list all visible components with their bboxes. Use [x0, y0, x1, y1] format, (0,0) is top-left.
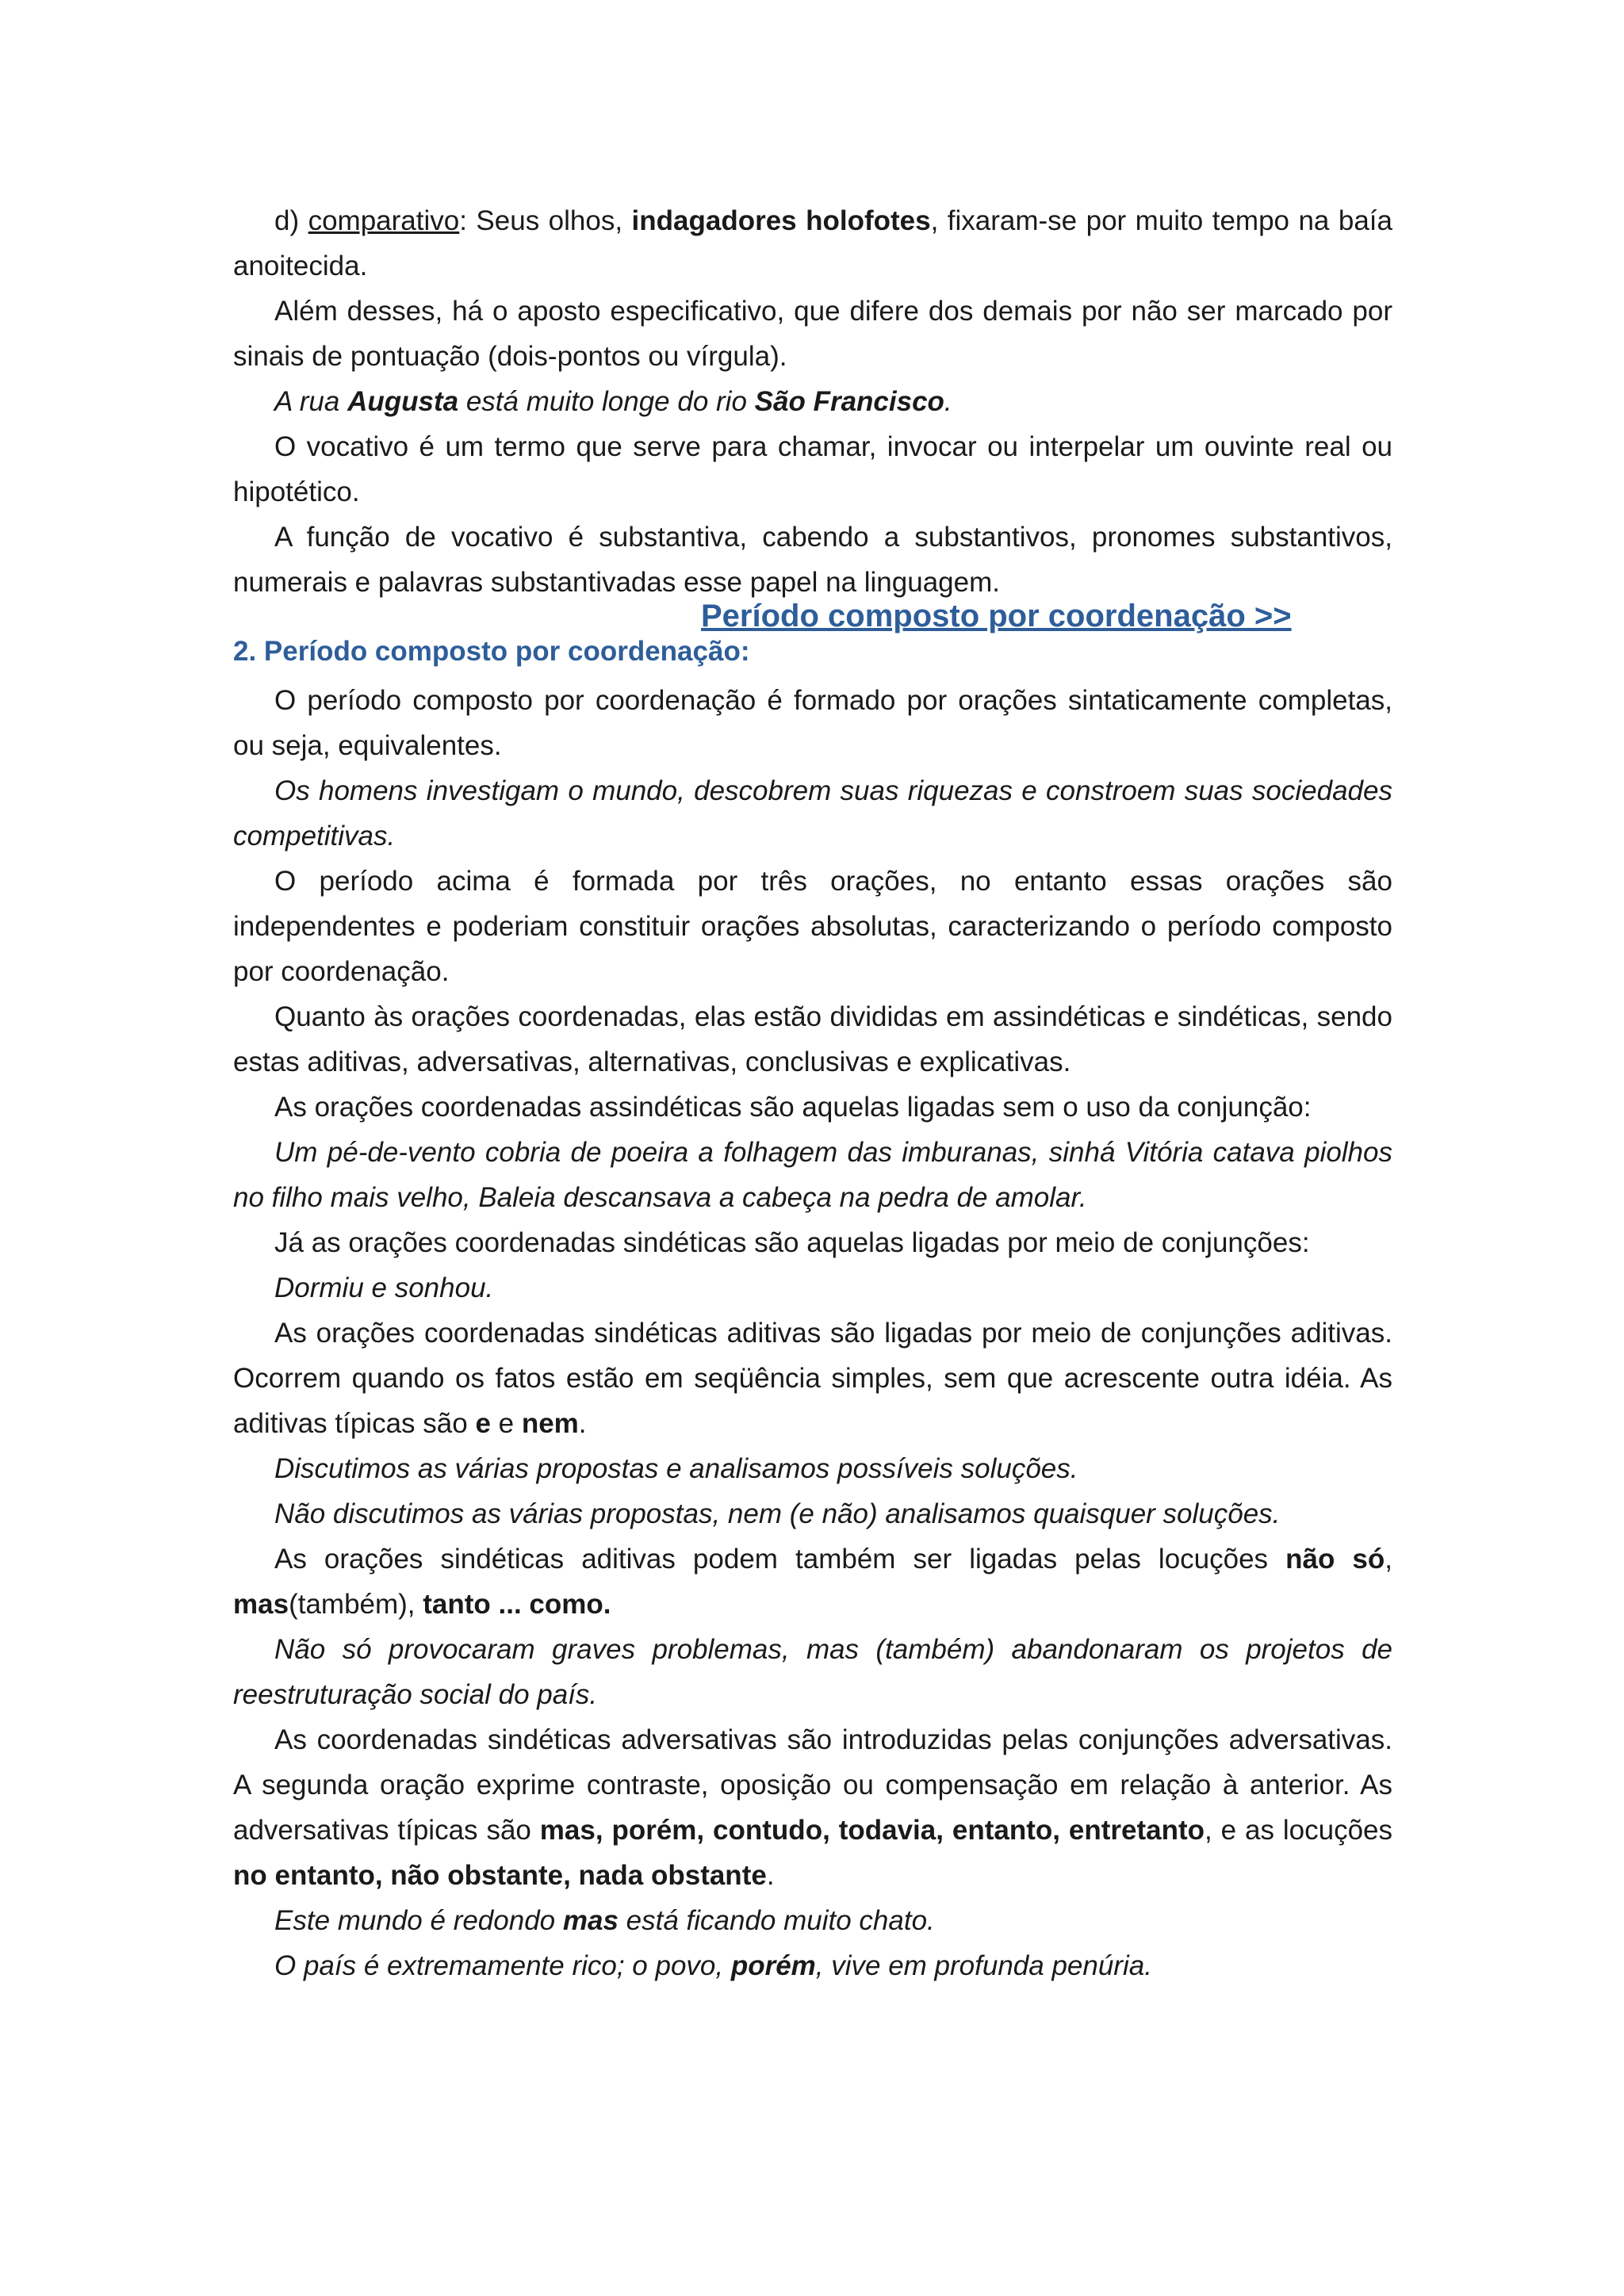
text: , vive em profunda penúria.: [815, 1950, 1152, 1981]
bold-term: mas: [233, 1589, 289, 1620]
text: (também),: [289, 1589, 423, 1620]
paragraph-comparativo: [233, 198, 1392, 289]
text: As orações sindéticas aditivas podem também ser ligadas pelas locuções: [274, 1544, 1286, 1575]
text: As orações coordenadas sindéticas aditivas são ligadas por meio de conjunções aditivas. Ocorrem quando os fatos estão em seqüência simples, sem que acrescente outra idéia. As aditivas típicas são: [233, 1318, 1392, 1439]
text: está muito longe do rio: [458, 386, 755, 417]
example-dormiu: Dormiu e sonhou.: [274, 1272, 494, 1303]
paragraph-adversativas: [233, 1717, 1392, 1898]
paragraph-periodo-acima: O período acima é formada por três orações, no entanto essas orações são independentes e poderiam constituir orações absolutas, caracterizando o período composto por coordenação.: [233, 866, 1392, 987]
bold-term: porém: [730, 1950, 816, 1981]
text: .: [944, 386, 952, 417]
paragraph-periodo-composto: O período composto por coordenação é formado por orações sintaticamente completas, ou seja, equivalentes.: [233, 685, 1392, 761]
paragraph-locucoes-aditivas: [233, 1536, 1392, 1627]
bold-term: mas: [562, 1905, 619, 1936]
paragraph-aposto-especificativo: Além desses, há o aposto especificativo, que difere dos demais por não ser marcado por sinais de pontuação (dois-pontos ou vírgula).: [233, 296, 1392, 372]
bold-term: indagadores holofotes: [631, 205, 931, 236]
bold-term: no entanto, não obstante, nada obstante: [233, 1860, 767, 1891]
example-pais-rico: [233, 1943, 1392, 1988]
example-mundo-redondo: [233, 1898, 1392, 1943]
example-homens: Os homens investigam o mundo, descobrem suas riquezas e constroem suas sociedades competitivas.: [233, 775, 1392, 851]
text: ,: [1385, 1544, 1392, 1575]
text: d): [274, 205, 308, 236]
bold-term: Augusta: [347, 386, 459, 417]
text: .: [766, 1860, 775, 1891]
bold-term: nem: [521, 1408, 579, 1439]
text: As coordenadas sindéticas adversativas são introduzidas pelas conjunções adversativas. A segunda oração exprime contraste, oposição ou compensação em relação à anterior. As adversativas típicas são: [233, 1724, 1392, 1846]
bold-term: São Francisco: [754, 386, 944, 417]
paragraph-aditivas: [233, 1311, 1392, 1446]
bold-term: e: [475, 1408, 491, 1439]
section-heading: 2. Período composto por coordenação:: [233, 636, 750, 667]
text: .: [578, 1408, 587, 1439]
text: O país é extremamente rico; o povo,: [274, 1950, 731, 1981]
example-nao-discutimos: Não discutimos as várias propostas, nem (e não) analisamos quaisquer soluções.: [274, 1498, 1281, 1529]
text: Este mundo é redondo: [274, 1905, 563, 1936]
paragraph-funcao-vocativo: A função de vocativo é substantiva, cabendo a substantivos, pronomes substantivos, numerais e palavras substantivadas esse papel na linguagem.: [233, 522, 1392, 598]
paragraph-vocativo: O vocativo é um termo que serve para chamar, invocar ou interpelar um ouvinte real ou hipotético.: [233, 431, 1392, 507]
text: , fixaram-se por muito tempo na baía anoitecida.: [233, 205, 1392, 281]
text: , e as locuções: [1205, 1815, 1393, 1846]
document-page: [233, 198, 1392, 1988]
text: A rua: [274, 386, 348, 417]
bold-term: tanto ... como.: [423, 1589, 611, 1620]
paragraph-assindeticas: As orações coordenadas assindéticas são aquelas ligadas sem o uso da conjunção:: [274, 1092, 1312, 1123]
paragraph-oracoes-coordenadas: Quanto às orações coordenadas, elas estão divididas em assindéticas e sindéticas, sendo estas aditivas, adversativas, alternativas, conclusivas e explicativas.: [233, 1001, 1392, 1077]
text: : Seus olhos,: [459, 205, 632, 236]
text: e: [490, 1408, 522, 1439]
example-discutimos: Discutimos as várias propostas e analisamos possíveis soluções.: [274, 1453, 1078, 1484]
bold-term: mas, porém, contudo, todavia, entanto, entretanto: [539, 1815, 1205, 1846]
periodo-composto-link[interactable]: Período composto por coordenação >>: [701, 599, 1292, 633]
paragraph-sindeticas: Já as orações coordenadas sindéticas são aquelas ligadas por meio de conjunções:: [274, 1227, 1310, 1258]
text: está ficando muito chato.: [618, 1905, 935, 1936]
term-comparativo: comparativo: [308, 205, 460, 236]
example-pe-de-vento: Um pé-de-vento cobria de poeira a folhagem das imburanas, sinhá Vitória catava piolhos no filho mais velho, Baleia descansava a cabeça na pedra de amolar.: [233, 1137, 1392, 1213]
nav-link-row: [233, 599, 1392, 633]
example-nao-so: Não só provocaram graves problemas, mas (também) abandonaram os projetos de reestruturação social do país.: [233, 1634, 1392, 1710]
example-rua-augusta: [233, 379, 1392, 424]
bold-term: não só: [1285, 1544, 1385, 1575]
